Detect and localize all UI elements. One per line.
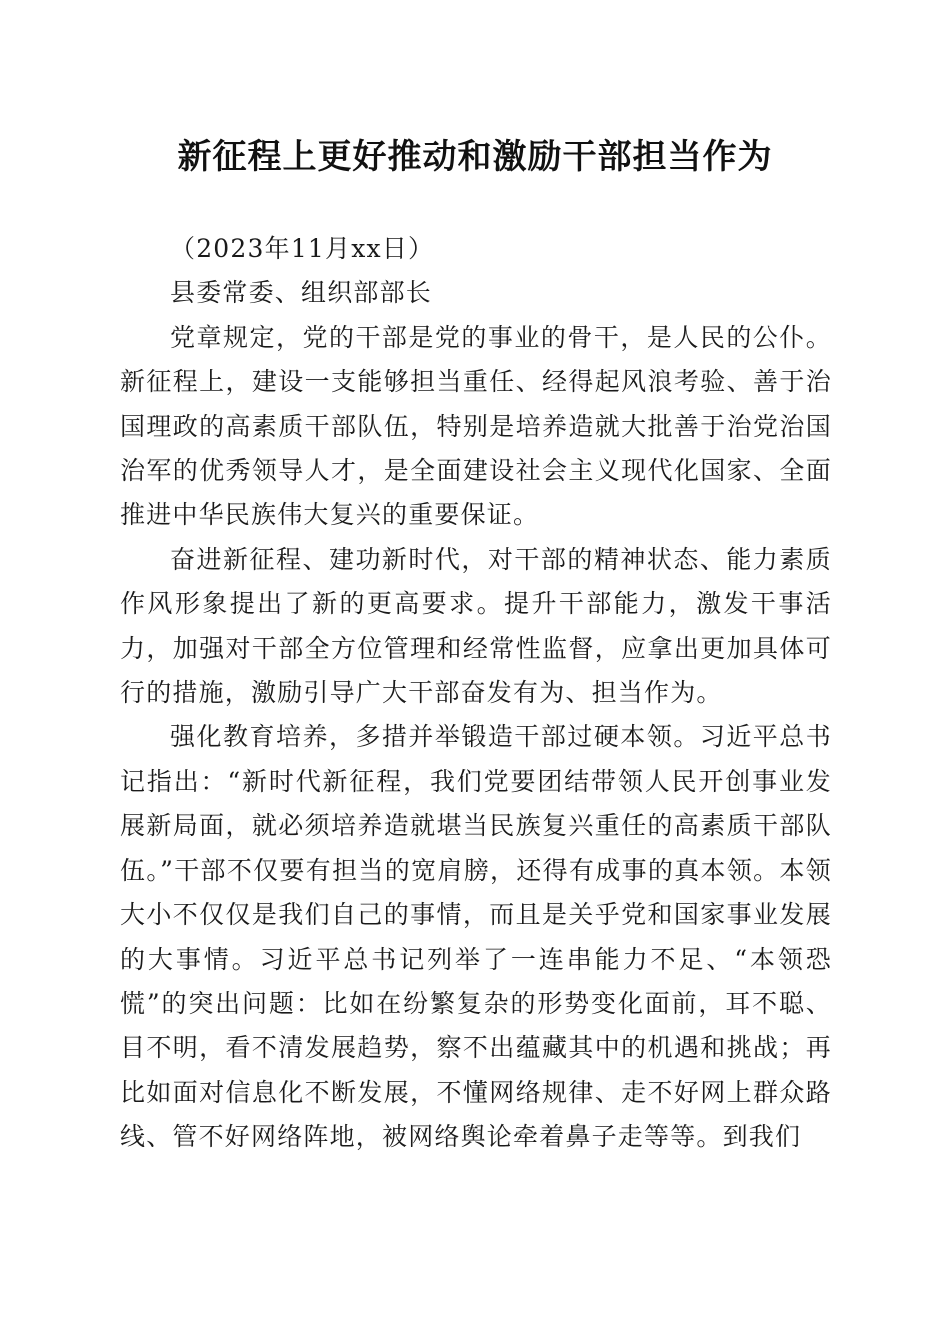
paragraph: 奋进新征程、建功新时代，对干部的精神状态、能力素质作风形象提出了新的更高要求。提升干部能力，激发干事活力，加强对干部全方位管理和经常性监督，应拿出更加具体可行的措施，激励引导广大干部奋发有为、担当作为。 <box>120 544 832 708</box>
document-title: 新征程上更好推动和激励干部担当作为 <box>177 137 773 177</box>
date-line: （2023年11月xx日） <box>170 234 435 263</box>
author-line: 县委常委、组织部部长 <box>170 278 433 308</box>
document-body <box>120 227 832 1160</box>
paragraph: 强化教育培养，多措并举锻造干部过硬本领。习近平总书记指出：“新时代新征程，我们党要团结带领人民开创事业发展新局面，就必须培养造就堪当民族复兴重任的高素质干部队伍。”干部不仅要有担当的宽肩膀，还得有成事的真本领。本领大小不仅仅是我们自己的事情，而且是关乎党和国家事业发展的大事情。习近平总书记列举了一连串能力不足、“本领恐慌”的突出问题：比如在纷繁复杂的形势变化面前，耳不聪、目不明，看不清发展趋势，察不出蕴藏其中的机遇和挑战；再比如面对信息化不断发展，不懂网络规律、走不好网上群众路线、管不好网络阵地，被网络舆论牵着鼻子走等等。到我们 <box>120 722 832 1152</box>
paragraph: 党章规定，党的干部是党的事业的骨干，是人民的公仆。新征程上，建设一支能够担当重任、经得起风浪考验、善于治国理政的高素质干部队伍，特别是培养造就大批善于治党治国治军的优秀领导人才，是全面建设社会主义现代化国家、全面推进中华民族伟大复兴的重要保证。 <box>120 322 832 530</box>
